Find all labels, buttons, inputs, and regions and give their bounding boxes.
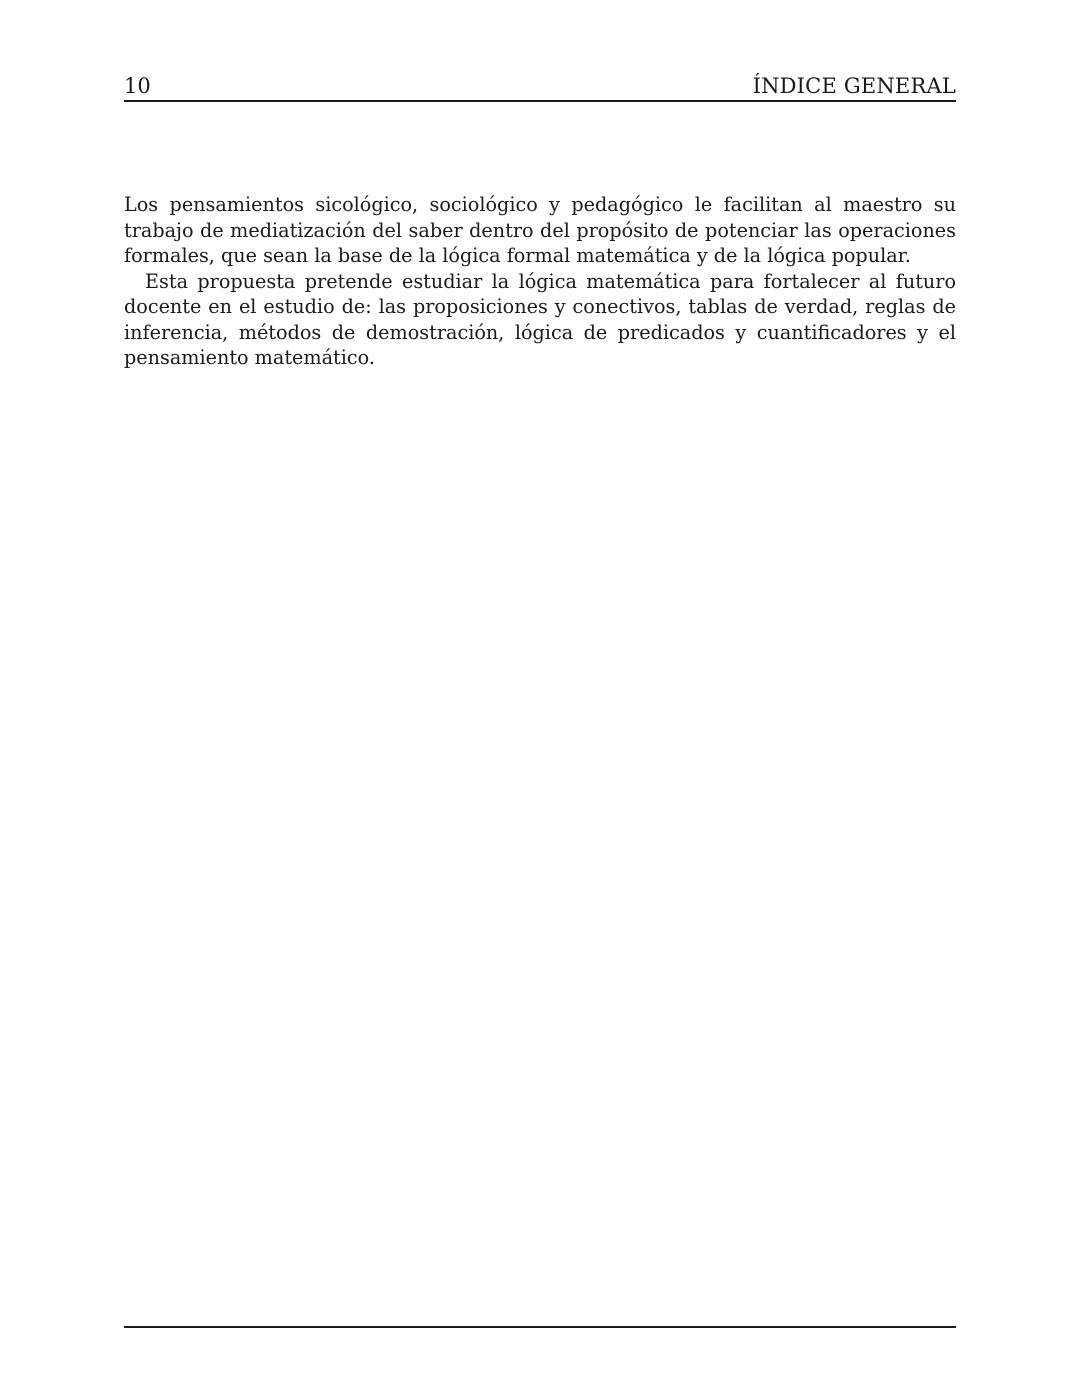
paragraph: Los pensamientos sicológico, sociológico y pedagógico le facilitan al maestro su trabajo de mediatización del saber dentro del propósito de potenciar las operaciones formales, que sean la base de la lógica formal matemática y de la lógica popular. [124,193,956,267]
paragraph: Esta propuesta pretende estudiar la lógica matemática para fortalecer al futuro docente en el estudio de: las proposiciones y conectivos, tablas de verdad, reglas de inferencia, métodos de demostración, lógica de predicados y cuantificadores y el pensamiento matemático. [124,269,956,369]
body-text [124,192,956,371]
running-header [124,72,956,100]
running-title: ÍNDICE GENERAL [752,74,956,98]
page-number: 10 [124,74,151,98]
footer-rule [124,1326,956,1328]
header-rule [124,100,956,102]
